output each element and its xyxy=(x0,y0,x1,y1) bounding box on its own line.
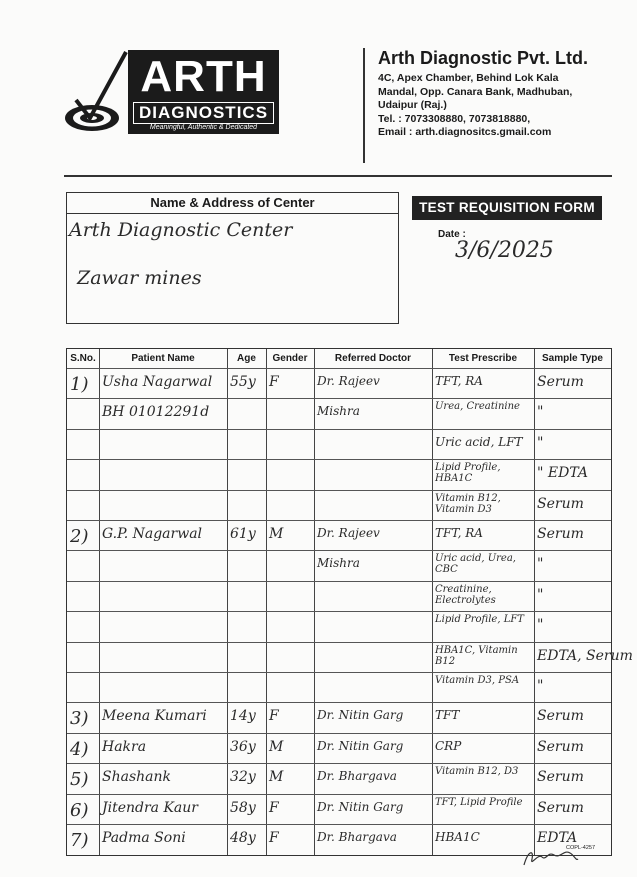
date-label: Date : xyxy=(438,229,466,240)
cell-test: Vitamin D3, PSA xyxy=(435,675,520,686)
cell-test: TFT, Lipid Profile xyxy=(435,796,523,808)
cell-sample: Serum xyxy=(537,374,584,390)
company-info xyxy=(378,46,628,140)
cell-test: TFT, RA xyxy=(435,374,483,388)
row-divider xyxy=(67,642,611,643)
cell-sno: 6) xyxy=(70,799,89,821)
cell-gender: M xyxy=(269,526,284,542)
cell-test: Creatinine, Electrolytes xyxy=(435,583,496,606)
row-divider xyxy=(67,520,611,521)
column-divider xyxy=(99,349,100,855)
cell-sample: " EDTA xyxy=(537,465,589,482)
logo-box xyxy=(128,50,279,134)
cell-gender: F xyxy=(269,830,279,846)
cell-age: 14y xyxy=(230,708,256,725)
cell-sample: " xyxy=(537,556,544,573)
cell-sample: " xyxy=(537,404,544,421)
row-divider xyxy=(67,398,611,399)
cell-test: HBA1C, Vitamin B12 xyxy=(435,644,518,667)
cell-doctor: Dr. Rajeev xyxy=(317,526,380,540)
row-divider xyxy=(67,672,611,673)
column-divider xyxy=(266,349,267,855)
cell-test: Uric acid, Urea, CBC xyxy=(435,553,516,576)
cell-test: Vitamin B12, Vitamin D3 xyxy=(435,492,501,515)
logo-tagline: Meaningful, Authentic & Dedicated xyxy=(149,124,258,131)
cell-doctor: Dr. Nitin Garg xyxy=(317,799,404,814)
column-divider xyxy=(432,349,433,855)
form-title: TEST REQUISITION FORM xyxy=(412,196,602,220)
header-rule xyxy=(64,175,612,177)
cell-sno: 1) xyxy=(70,374,89,395)
col-header-patient: Patient Name xyxy=(131,353,195,364)
center-address: Zawar mines xyxy=(77,267,202,289)
cell-doctor: Mishra xyxy=(317,556,360,571)
column-divider xyxy=(227,349,228,855)
cell-sample: Serum xyxy=(537,769,584,786)
header-divider-line xyxy=(67,368,611,369)
cell-doctor: Dr. Nitin Garg xyxy=(317,708,404,723)
header-divider xyxy=(363,48,365,163)
cell-test: HBA1C xyxy=(435,830,480,844)
cell-doctor: Dr. Rajeev xyxy=(317,374,380,388)
cell-patient-name: Jitendra Kaur xyxy=(102,799,198,816)
row-divider xyxy=(67,429,611,430)
cell-doctor: Dr. Nitin Garg xyxy=(317,738,404,753)
logo-sub: DIAGNOSTICS xyxy=(133,102,274,124)
cell-doctor: Dr. Bhargava xyxy=(317,830,397,844)
company-name: Arth Diagnostic Pvt. Ltd. xyxy=(378,48,589,68)
arth-logo xyxy=(62,46,282,136)
cell-age: 48y xyxy=(230,830,256,846)
email-line: Email : arth.diagnositcs.gmail.com xyxy=(378,126,552,138)
cell-test: TFT, RA xyxy=(435,526,483,540)
cell-patient-name: BH 01012291d xyxy=(102,404,210,421)
cell-patient-name: Meena Kumari xyxy=(102,708,207,725)
cell-patient-name: Shashank xyxy=(102,769,172,786)
cell-patient-name: Padma Soni xyxy=(102,830,186,846)
address-line: Udaipur (Raj.) xyxy=(378,99,447,111)
cell-sample: Serum xyxy=(537,799,584,816)
col-header-sno: S.No. xyxy=(70,353,96,364)
company-address xyxy=(378,72,628,140)
cell-test: Lipid Profile, LFT xyxy=(435,614,524,626)
row-divider xyxy=(67,702,611,703)
cell-test: CRP xyxy=(435,738,462,753)
row-divider xyxy=(67,794,611,795)
cell-patient-name: Hakra xyxy=(102,738,147,755)
logo-word: ARTH xyxy=(140,52,267,101)
cell-test: TFT xyxy=(435,708,460,723)
cell-sample: " xyxy=(537,586,544,603)
row-divider xyxy=(67,581,611,582)
row-divider xyxy=(67,824,611,825)
cell-sample: EDTA xyxy=(537,830,578,846)
cell-test: Vitamin B12, D3 xyxy=(435,766,519,778)
cell-gender: F xyxy=(269,708,279,725)
cell-sno: 2) xyxy=(70,526,89,547)
row-divider xyxy=(67,763,611,764)
cell-sample: Serum xyxy=(537,526,584,542)
column-divider xyxy=(534,349,535,855)
row-divider xyxy=(67,459,611,460)
cell-doctor: Mishra xyxy=(317,404,360,419)
cell-gender: F xyxy=(269,799,279,816)
cell-sample: " xyxy=(537,434,544,451)
center-heading: Name & Address of Center xyxy=(67,193,398,214)
cell-age: 32y xyxy=(230,769,256,786)
cell-patient-name: Usha Nagarwal xyxy=(102,374,213,390)
cell-sno: 3) xyxy=(70,708,89,730)
target-check-icon xyxy=(62,46,128,136)
cell-patient-name: G.P. Nagarwal xyxy=(102,526,203,542)
cell-doctor: Dr. Bhargava xyxy=(317,769,397,784)
cell-sample: Serum xyxy=(537,495,584,512)
cell-age: 36y xyxy=(230,738,256,755)
cell-test: Uric acid, LFT xyxy=(435,434,523,449)
cell-sample: " xyxy=(537,678,544,694)
cell-age: 55y xyxy=(230,374,256,390)
cell-gender: M xyxy=(269,769,284,786)
col-header-sample: Sample Type xyxy=(542,353,603,364)
address-line: Mandal, Opp. Canara Bank, Madhuban, xyxy=(378,85,573,98)
date-value: 3/6/2025 xyxy=(455,238,554,263)
phone-line: Tel. : 7073308880, 7073818880, xyxy=(378,112,531,125)
row-divider xyxy=(67,490,611,491)
cell-gender: M xyxy=(269,738,284,755)
row-divider xyxy=(67,733,611,734)
row-divider xyxy=(67,550,611,551)
col-header-gender: Gender xyxy=(272,353,308,364)
cell-sno: 7) xyxy=(70,830,89,851)
cell-sno: 5) xyxy=(70,769,89,791)
patient-table xyxy=(66,348,633,856)
cell-sample: Serum xyxy=(537,708,584,725)
col-header-age: Age xyxy=(237,353,256,364)
cell-sno: 4) xyxy=(70,738,89,760)
center-name: Arth Diagnostic Center xyxy=(69,219,293,241)
col-header-test: Test Prescribe xyxy=(448,353,518,364)
cell-age: 58y xyxy=(230,799,256,816)
address-line: 4C, Apex Chamber, Behind Lok Kala xyxy=(378,72,559,84)
cell-sample: Serum xyxy=(537,738,584,755)
row-divider xyxy=(67,611,611,612)
col-header-doctor: Referred Doctor xyxy=(334,353,412,364)
cell-test: Urea, Creatinine xyxy=(435,401,520,413)
form-code: COPL-4257 xyxy=(566,845,596,851)
cell-gender: F xyxy=(269,374,279,390)
cell-sample: " xyxy=(537,617,544,634)
cell-sample: EDTA, Serum xyxy=(537,647,633,664)
cell-age: 61y xyxy=(230,526,256,542)
center-box xyxy=(66,192,399,324)
column-divider xyxy=(314,349,315,855)
cell-test: Lipid Profile, HBA1C xyxy=(435,462,501,485)
